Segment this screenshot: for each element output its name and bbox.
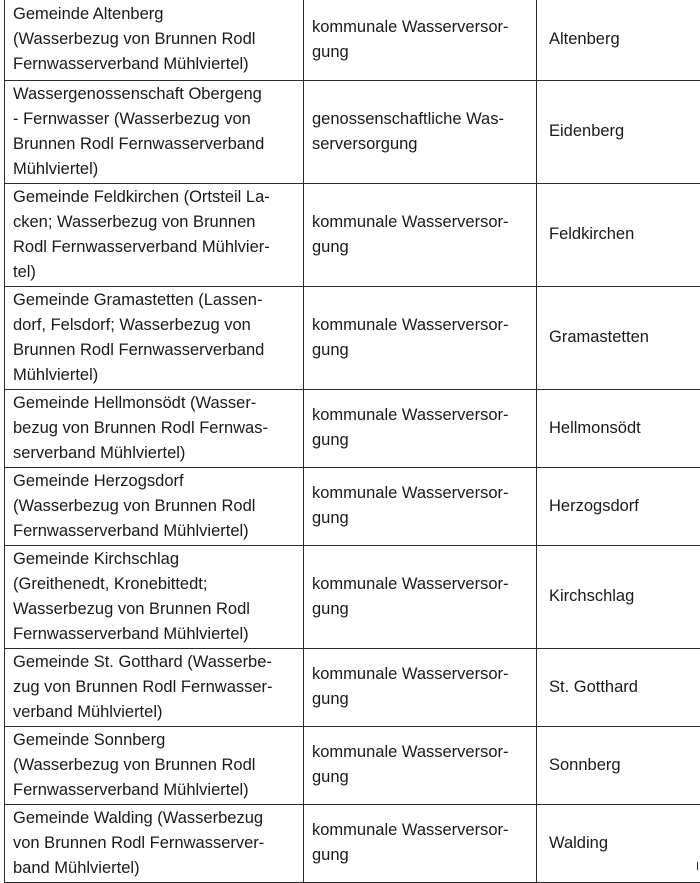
column-divider [303,862,304,870]
table-row [5,183,700,286]
municipality-cell: Walding [537,804,700,882]
municipality-cell: Feldkirchen [537,183,700,286]
municipality-cell: Herzogsdorf [537,467,700,545]
supply-type-cell: kommunale Wasserversor- gung [304,389,537,467]
municipality-cell: St. Gotthard [537,648,700,726]
supply-type-cell: kommunale Wasserversor- gung [304,726,537,804]
supplier-name-cell: Gemeinde Altenberg (Wasserbezug von Brunnen Rodl Fernwasserverband Mühlviertel) [5,0,304,80]
supplier-name-cell: Gemeinde Walding (Wasserbezug von Brunnen Rodl Fernwasserver- band Mühlviertel) [5,804,304,882]
supplier-name-cell: Gemeinde Kirchschlag (Greithenedt, Kronebittedt; Wasserbezug von Brunnen Rodl Fernwasserverband Mühlviertel) [5,545,304,648]
supply-type-cell: kommunale Wasserversor- gung [304,467,537,545]
supplier-name-cell: Gemeinde Hellmonsödt (Wasser- bezug von Brunnen Rodl Fernwas- serverband Mühlviertel) [5,389,304,467]
table-row [5,286,700,389]
supply-type-cell: kommunale Wasserversor- gung [304,286,537,389]
municipality-cell: Eidenberg [537,80,700,183]
table-row [5,389,700,467]
supplier-name-cell: Gemeinde Feldkirchen (Ortsteil La- cken; Wasserbezug von Brunnen Rodl Fernwasserverband Mühlvier- tel) [5,183,304,286]
supplier-name-cell: Gemeinde Herzogsdorf (Wasserbezug von Brunnen Rodl Fernwasserverband Mühlviertel) [5,467,304,545]
table-row [5,0,700,80]
water-supply-table-container [4,0,698,883]
municipality-cell: Altenberg [537,0,700,80]
supplier-name-cell: Wassergenossenschaft Obergeng - Fernwasser (Wasserbezug von Brunnen Rodl Fernwasserverband Mühlviertel) [5,80,304,183]
table-body [5,0,700,882]
column-divider [536,862,537,870]
municipality-cell: Hellmonsödt [537,389,700,467]
municipality-cell: Kirchschlag [537,545,700,648]
supply-type-cell: kommunale Wasserversor- gung [304,804,537,882]
municipality-cell: Sonnberg [537,726,700,804]
municipality-cell: Gramastetten [537,286,700,389]
supply-type-cell: kommunale Wasserversor- gung [304,183,537,286]
table-continuation [4,862,698,870]
table-row [5,80,700,183]
supply-type-cell: kommunale Wasserversor- gung [304,545,537,648]
supply-type-cell: kommunale Wasserversor- gung [304,0,537,80]
supplier-name-cell: Gemeinde Gramastetten (Lassen- dorf, Felsdorf; Wasserbezug von Brunnen Rodl Fernwasserverband Mühlviertel) [5,286,304,389]
table-row [5,648,700,726]
supply-type-cell: kommunale Wasserversor- gung [304,648,537,726]
water-supply-table [4,0,700,883]
supplier-name-cell: Gemeinde Sonnberg (Wasserbezug von Brunnen Rodl Fernwasserverband Mühlviertel) [5,726,304,804]
table-row [5,804,700,882]
table-row [5,545,700,648]
supply-type-cell: genossenschaftliche Was- serversorgung [304,80,537,183]
table-row [5,726,700,804]
supplier-name-cell: Gemeinde St. Gotthard (Wasserbe- zug von Brunnen Rodl Fernwasser- verband Mühlviertel) [5,648,304,726]
table-row [5,467,700,545]
